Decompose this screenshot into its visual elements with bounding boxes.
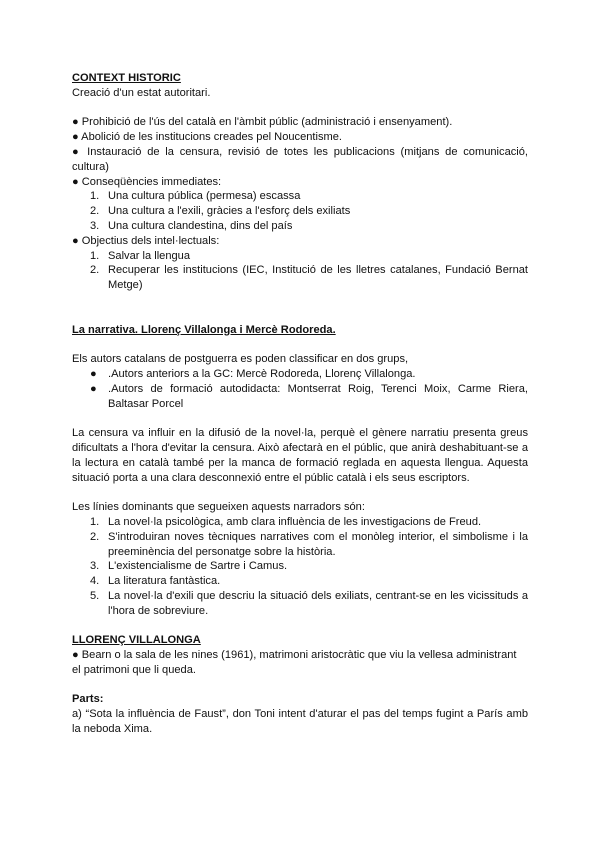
list-item: 3. Una cultura clandestina, dins del país (90, 219, 293, 232)
lines-intro: Les línies dominants que segueixen aquests narradors són: (72, 501, 365, 514)
list-item: ● .Autors anteriors a la GC: Mercè Rodoreda, Llorenç Villalonga. (90, 367, 416, 380)
context-bullet: ● Prohibició de l'ús del català en l'àmbit públic (administració i ensenyament). (72, 116, 453, 129)
list-item: 2. Recuperar les institucions (IEC, Institució de les lletres catalanes, Fundació Bernat Metge) (90, 264, 528, 292)
list-item: 1. Salvar la llengua (90, 249, 191, 262)
dominant-lines-list (72, 515, 528, 619)
list-item: 1. Una cultura pública (permesa) escassa (90, 190, 301, 203)
objectives-label: ● Objectius dels intel·lectuals: (72, 234, 220, 247)
objectives-list (72, 249, 528, 293)
document-page (72, 71, 528, 737)
list-item: ● .Autors de formació autodidacta: Montserrat Roig, Terenci Moix, Carme Riera, Baltasar Porcel (90, 382, 528, 410)
bearn-bullet: ● Bearn o la sala de les nines (1961), matrimoni aristocràtic que viu la vellesa administrant el patrimoni que li queda. (72, 649, 517, 676)
list-item: 1. La novel·la psicològica, amb clara influència de les investigacions de Freud. (90, 515, 482, 528)
villalonga-heading: LLORENÇ VILLALONGA (72, 634, 201, 647)
author-groups-list (72, 367, 528, 411)
narrative-heading: La narrativa. Llorenç Villalonga i Mercè Rodoreda. (72, 323, 336, 336)
consequences-list (72, 189, 528, 233)
part-a: a) “Sota la influència de Faust”, don Toni intent d'aturar el pas del temps fugint a París amb la neboda Xima. (72, 708, 528, 736)
narrative-intro: Els autors catalans de postguerra es poden classificar en dos grups, (72, 353, 409, 366)
list-item: 2. S'introduiran noves tècniques narratives com el monòleg interior, el simbolisme i la preeminència del personatge sobre la història. (90, 530, 528, 558)
context-heading: CONTEXT HISTORIC (72, 72, 181, 84)
list-item: 4. La literatura fantàstica. (90, 575, 221, 588)
parts-label: Parts: (72, 693, 104, 706)
list-item: 2. Una cultura a l'exili, gràcies a l'esforç dels exiliats (90, 205, 351, 218)
list-item: 3. L'existencialisme de Sartre i Camus. (90, 560, 288, 573)
context-bullet: ● Abolició de les institucions creades pel Noucentisme. (72, 131, 343, 144)
censorship-paragraph: La censura va influir en la difusió de la novel·la, perquè el gènere narratiu presenta greus dificultats a l'hora d'evitar la censura. Això afectarà en el públic, que anirà deshabituant-se a la lectura en català també per la manca de formació reglada en aquesta llengua. Aquesta situació porta a una clara desconnexió entre el públic català i els seus escriptors. (72, 427, 528, 484)
context-intro: Creació d'un estat autoritari. (72, 86, 211, 99)
context-bullet: ● Instauració de la censura, revisió de totes les publicacions (mitjans de comunicació, cultura) (72, 145, 528, 173)
list-item: 5. La novel·la d'exili que descriu la situació dels exiliats, centrant-se en les vicissituds a l'hora de sobreviure. (90, 589, 528, 617)
consequences-label: ● Conseqüències immediates: (72, 175, 222, 188)
